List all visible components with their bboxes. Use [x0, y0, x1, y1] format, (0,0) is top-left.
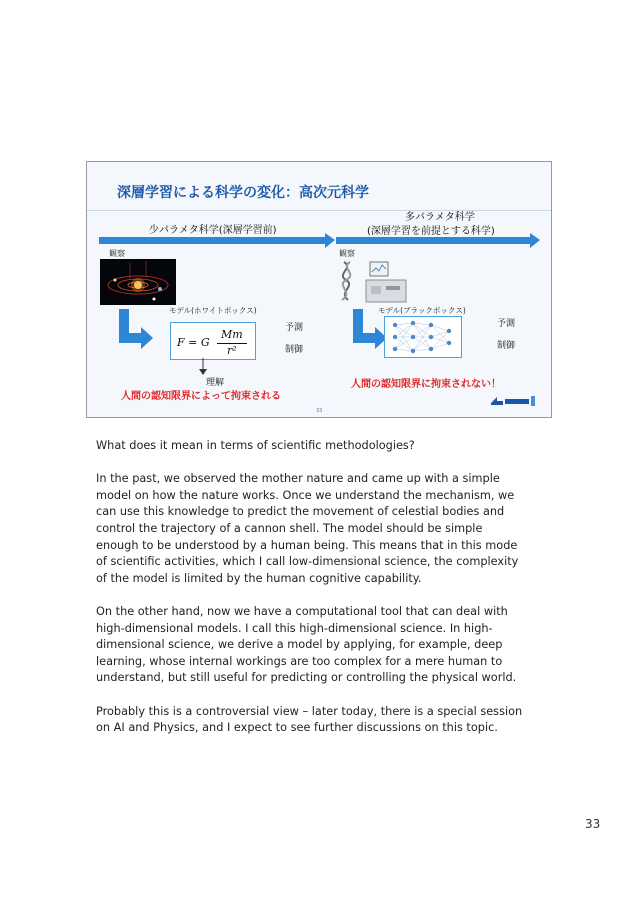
right-control-label: 制御: [497, 341, 516, 351]
formula-numerator: Mm: [221, 328, 243, 341]
text-line: model on how the nature works. Once we understand the mechanism, we: [96, 488, 515, 502]
text-line: learning, whose internal workings are too complex for a mere human to: [96, 654, 503, 668]
paragraph-2: [96, 604, 556, 687]
text-line: In the past, we observed the mother nature and came up with a simple: [96, 472, 500, 486]
left-l-arrow-icon: [115, 309, 155, 349]
text-line: dimensional science, we derive a model by applying, for example, deep: [96, 638, 503, 652]
text-line: can use this knowledge to predict the movement of celestial bodies and: [96, 505, 505, 519]
text-line: of scientific activities, which I call low-dimensional science, the complexity: [96, 555, 519, 569]
notes-text: [96, 438, 556, 753]
dna-lab-equipment-image: [338, 260, 410, 304]
page-number: 33: [585, 817, 601, 831]
right-limit-text: 人間の認知限界に拘束されない！: [351, 379, 501, 390]
text-line: on AI and Physics, and I expect to see further discussions on this topic.: [96, 721, 498, 735]
solar-system-image: [100, 259, 176, 305]
title-divider: [87, 210, 552, 211]
slide-title: 深層学習による科学の変化：高次元科学: [117, 185, 369, 201]
slide-number: 33: [316, 408, 323, 414]
formula-lhs: F = G: [177, 336, 210, 349]
paragraph-3: [96, 704, 556, 737]
understand-arrow-icon: [197, 358, 209, 376]
right-predict-label: 予測: [497, 319, 516, 329]
left-predict-label: 予測: [285, 323, 304, 333]
left-control-label: 制御: [285, 345, 304, 355]
left-observe-label: 観察: [109, 249, 125, 258]
text-line: enough to be understood by a human being. This means that in this mode: [96, 538, 518, 552]
right-observe-label: 観察: [339, 249, 355, 258]
left-timeline-arrow: [99, 237, 326, 244]
blackbox-model-box: [384, 316, 462, 358]
question-paragraph: What does it mean in terms of scientific methodologies?: [96, 439, 415, 452]
left-limit-text: 人間の認知限界によって拘束される: [121, 391, 281, 402]
neural-network-icon: [385, 317, 461, 357]
right-timeline-arrow: [336, 237, 531, 244]
understand-label: 理解: [206, 378, 225, 388]
model-blackbox-label: モデル(ブラックボックス): [378, 306, 466, 315]
text-line: of the model is limited by the human cognitive capability.: [96, 571, 422, 585]
right-header-line1: 多パラメタ科学: [405, 212, 475, 223]
text-line: Probably this is a controversial view – later today, there is a special session: [96, 704, 523, 718]
slide-image: [86, 161, 552, 418]
text-line: On the other hand, now we have a computational tool that can deal with: [96, 604, 508, 618]
right-l-arrow-icon: [349, 309, 389, 349]
formula-denominator: r²: [227, 344, 237, 357]
text-line: high-dimensional models. I call this high-dimensional science. In high-: [96, 621, 493, 635]
right-header-line2: (深層学習を前提とする科学): [367, 226, 495, 237]
text-line: understand, but still useful for predicting or controlling the physical world.: [96, 671, 517, 685]
paragraph-1: [96, 471, 556, 587]
gravity-formula: [173, 328, 253, 358]
company-logo: [489, 394, 537, 408]
model-whitebox-label: モデル(ホワイトボックス): [169, 306, 257, 315]
left-header: 少パラメタ科学(深層学習前): [149, 225, 277, 236]
text-line: control the trajectory of a cannon shell. The model should be simple: [96, 521, 483, 535]
